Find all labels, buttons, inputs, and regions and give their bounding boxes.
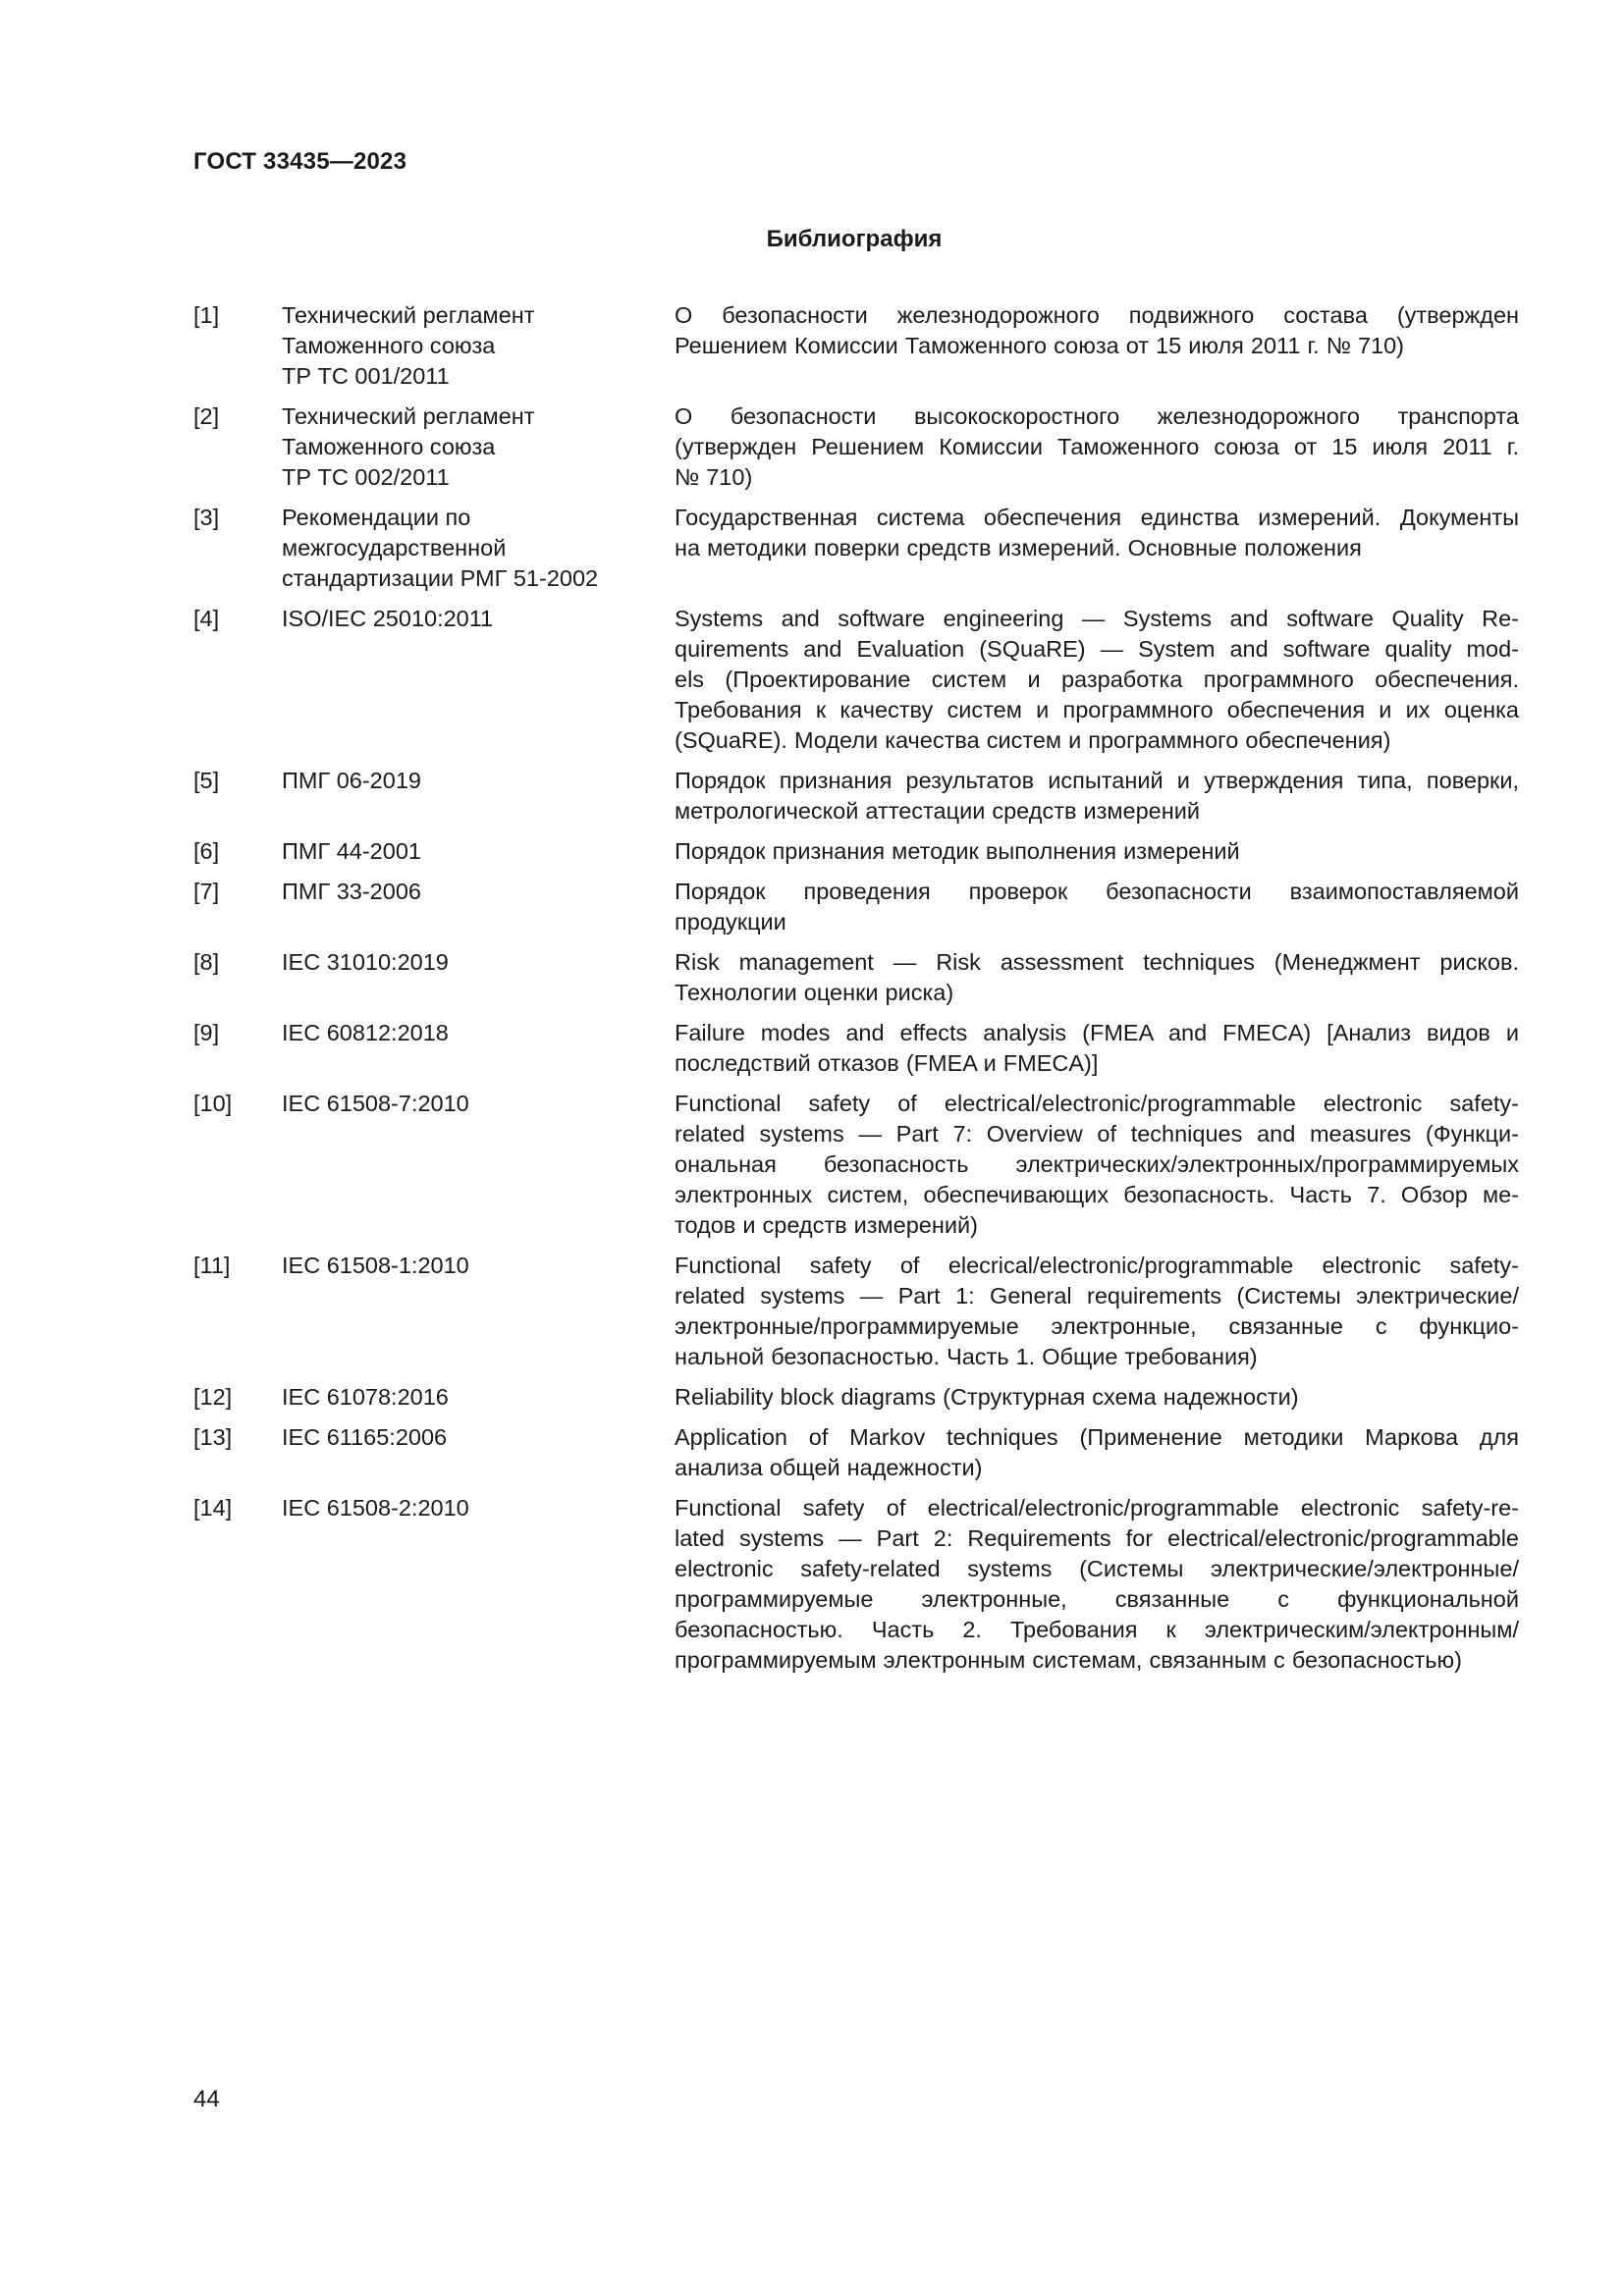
entry-description-line: (утвержден Решением Комиссии Таможенного союза от 15 июля 2011 г. (675, 434, 1519, 459)
entry-description-line: электронные/программируемые электронные, связанные с функцио- (675, 1313, 1519, 1339)
entry-description-line: Application of Markov techniques (Применение методики Маркова для (675, 1424, 1519, 1450)
entry-document (282, 877, 675, 937)
bibliography-entry (193, 503, 1519, 594)
entry-number: [8] (193, 949, 220, 975)
entry-document-line: ТР ТС 002/2011 (282, 464, 450, 490)
entry-document (282, 401, 675, 493)
entry-description-line: нальной безопасностью. Часть 1. Общие требования) (675, 1344, 1258, 1369)
entry-document-line: IEC 61508-2:2010 (282, 1495, 469, 1521)
entry-description (675, 1089, 1519, 1241)
entry-description (675, 1493, 1519, 1676)
bibliography-entry (193, 836, 1519, 867)
entry-description (675, 1251, 1519, 1372)
bibliography-entry (193, 604, 1519, 756)
entry-description-line: Risk management — Risk assessment techniques (Менеджмент рисков. (675, 949, 1519, 975)
entry-document (282, 766, 675, 827)
entry-description-line: (SQuaRE). Модели качества систем и программного обеспечения) (675, 727, 1391, 753)
entry-document-line: ISO/IEC 25010:2011 (282, 606, 494, 631)
entry-description-line: Failure modes and effects analysis (FMEA and FMECA) [Анализ видов и (675, 1020, 1519, 1045)
entry-description-line: Порядок признания результатов испытаний и утверждения типа, поверки, (675, 768, 1519, 793)
entry-description-line: программируемым электронным системам, связанным с безопасностью) (675, 1647, 1462, 1673)
bibliography-list (193, 300, 1519, 1685)
entry-number: [4] (193, 606, 220, 631)
entry-document-line: ТР ТС 001/2011 (282, 363, 450, 389)
entry-description-line: О безопасности железнодорожного подвижного состава (утвержден (675, 302, 1519, 328)
entry-description (675, 401, 1519, 493)
entry-document-line: ПМГ 44-2001 (282, 838, 421, 864)
entry-number: [6] (193, 838, 220, 864)
entry-document (282, 1251, 675, 1372)
entry-document-line: межгосударственной (282, 535, 507, 561)
entry-document (282, 1493, 675, 1676)
entry-document-line: IEC 61078:2016 (282, 1384, 449, 1410)
entry-number: [5] (193, 768, 220, 793)
entry-document (282, 1382, 675, 1413)
entry-description (675, 1422, 1519, 1483)
bibliography-entry (193, 1089, 1519, 1241)
entry-number: [2] (193, 403, 220, 429)
entry-number: [14] (193, 1495, 233, 1521)
entry-description (675, 300, 1519, 392)
entry-number: [10] (193, 1091, 233, 1116)
entry-description (675, 947, 1519, 1008)
entry-description (675, 836, 1519, 867)
entry-document-line: ПМГ 33-2006 (282, 879, 421, 904)
page-title: Библиография (766, 226, 943, 252)
entry-description-line: анализа общей надежности) (675, 1455, 983, 1480)
bibliography-entry (193, 1422, 1519, 1483)
entry-document-line: IEC 61165:2006 (282, 1424, 448, 1450)
entry-description-line: related systems — Part 7: Overview of techniques and measures (Функци- (675, 1121, 1519, 1147)
entry-description-line: related systems — Part 1: General requirements (Системы электрические/ (675, 1283, 1519, 1308)
entry-number: [1] (193, 302, 220, 328)
entry-description-line: Functional safety of electrical/electronic/programmable electronic safety-re- (675, 1495, 1519, 1521)
entry-description-line: lated systems — Part 2: Requirements for electrical/electronic/programmable (675, 1525, 1519, 1551)
entry-description (675, 1018, 1519, 1079)
entry-description-line: Решением Комиссии Таможенного союза от 15 июля 2011 г. № 710) (675, 333, 1405, 358)
entry-description-line: Functional safety of electrical/electronic/programmable electronic safety- (675, 1091, 1519, 1116)
bibliography-entry (193, 300, 1519, 392)
entry-document-line: IEC 60812:2018 (282, 1020, 449, 1045)
entry-document-line: Таможенного союза (282, 333, 496, 358)
bibliography-entry (193, 1018, 1519, 1079)
entry-document-line: Технический регламент (282, 403, 535, 429)
entry-document-line: Технический регламент (282, 302, 535, 328)
entry-description-line: Государственная система обеспечения единства измерений. Документы (675, 505, 1519, 530)
entry-description-line: Functional safety of elecrical/electronic/programmable electronic safety- (675, 1253, 1519, 1278)
entry-description-line: тодов и средств измерений) (675, 1212, 978, 1238)
entry-description (675, 1382, 1519, 1413)
bibliography-entry (193, 1251, 1519, 1372)
bibliography-entry (193, 947, 1519, 1008)
document-header: ГОСТ 33435—2023 (193, 148, 407, 175)
entry-description (675, 503, 1519, 594)
entry-document-line: ПМГ 06-2019 (282, 768, 421, 793)
entry-document (282, 1422, 675, 1483)
entry-document (282, 1089, 675, 1241)
entry-description-line: Требования к качеству систем и программного обеспечения и их оценка (675, 697, 1519, 722)
entry-document-line: Рекомендации по (282, 505, 471, 530)
entry-description (675, 877, 1519, 937)
entry-number: [9] (193, 1020, 220, 1045)
bibliography-entry (193, 877, 1519, 937)
entry-description-line: Порядок признания методик выполнения измерений (675, 838, 1240, 864)
entry-document-line: IEC 61508-7:2010 (282, 1091, 469, 1116)
entry-description-line: последствий отказов (FMEA и FMECA)] (675, 1050, 1099, 1076)
page-number: 44 (193, 2086, 220, 2112)
bibliography-entry (193, 1493, 1519, 1676)
entry-document (282, 604, 675, 756)
entry-description-line: на методики поверки средств измерений. Основные положения (675, 535, 1362, 561)
entry-document-line: Таможенного союза (282, 434, 496, 459)
entry-description (675, 604, 1519, 756)
entry-number: [12] (193, 1384, 233, 1410)
entry-description-line: безопасностью. Часть 2. Требования к электрическим/электронным/ (675, 1617, 1519, 1642)
entry-number: [3] (193, 505, 220, 530)
entry-document-line: IEC 61508-1:2010 (282, 1253, 469, 1278)
entry-description-line: программируемые электронные, связанные с функциональной (675, 1586, 1519, 1612)
bibliography-entry (193, 766, 1519, 827)
bibliography-entry (193, 401, 1519, 493)
entry-description-line: электронных систем, обеспечивающих безопасность. Часть 7. Обзор ме- (675, 1182, 1519, 1207)
entry-document-line: IEC 31010:2019 (282, 949, 449, 975)
entry-document (282, 947, 675, 1008)
entry-document (282, 836, 675, 867)
entry-description-line: О безопасности высокоскоростного железнодорожного транспорта (675, 403, 1519, 429)
entry-document (282, 300, 675, 392)
entry-description-line: ональная безопасность электрических/электронных/программируемых (675, 1151, 1519, 1177)
entry-number: [13] (193, 1424, 233, 1450)
entry-document-line: стандартизации РМГ 51-2002 (282, 565, 599, 591)
entry-document (282, 503, 675, 594)
entry-description-line: quirements and Evaluation (SQuaRE) — System and software quality mod- (675, 636, 1519, 662)
entry-description (675, 766, 1519, 827)
entry-number: [11] (193, 1253, 231, 1278)
entry-number: [7] (193, 879, 220, 904)
entry-description-line: Systems and software engineering — Systems and software Quality Re- (675, 606, 1519, 631)
entry-description-line: № 710) (675, 464, 753, 490)
entry-document (282, 1018, 675, 1079)
bibliography-entry (193, 1382, 1519, 1413)
entry-description-line: метрологической аттестации средств измерений (675, 798, 1200, 824)
entry-description-line: electronic safety-related systems (Системы электрические/электронные/ (675, 1556, 1519, 1581)
entry-description-line: продукции (675, 909, 786, 934)
entry-description-line: Порядок проведения проверок безопасности взаимопоставляемой (675, 879, 1519, 904)
entry-description-line: Технологии оценки риска) (675, 980, 954, 1005)
entry-description-line: Reliability block diagrams (Структурная схема надежности) (675, 1384, 1299, 1410)
entry-description-line: els (Проектирование систем и разработка программного обеспечения. (675, 667, 1519, 692)
